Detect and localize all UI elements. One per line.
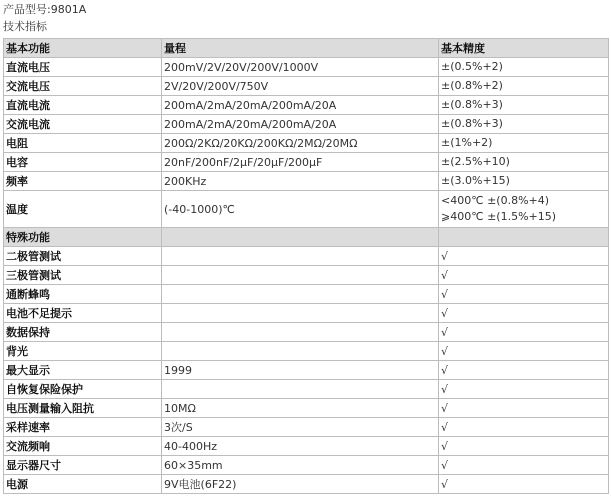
function-name: 交流电压 [4,77,162,96]
function-name: 温度 [4,191,162,228]
feature-name: 最大显示 [4,361,162,380]
accuracy-value [439,191,609,228]
range-value: 200mA/2mA/20mA/200mA/20A [162,96,439,115]
function-name: 交流电流 [4,115,162,134]
range-value: 2V/20V/200V/750V [162,77,439,96]
accuracy-value [439,77,609,96]
accuracy-line: ±(0.8%+3) [441,117,503,130]
feature-name: 电压测量输入阻抗 [4,399,162,418]
feature-name: 背光 [4,342,162,361]
accuracy-value [439,172,609,191]
feature-value [162,342,439,361]
product-model-line: 产品型号:9801A [3,3,87,16]
check-mark: √ [439,285,609,304]
feature-name: 采样速率 [4,418,162,437]
function-name: 电阻 [4,134,162,153]
accuracy-line: ±(0.5%+2) [441,60,503,73]
range-value: 200Ω/2KΩ/20KΩ/200KΩ/2MΩ/20MΩ [162,134,439,153]
special-header-empty [439,228,609,247]
accuracy-value [439,134,609,153]
table-row [4,266,609,285]
spec-table [3,38,609,494]
accuracy-value [439,58,609,77]
check-mark: √ [439,456,609,475]
feature-value [162,247,439,266]
accuracy-value [439,96,609,115]
check-mark: √ [439,399,609,418]
check-mark: √ [439,266,609,285]
header-cell-function: 基本功能 [4,39,162,58]
feature-value: 10MΩ [162,399,439,418]
feature-value: 3次/S [162,418,439,437]
table-row [4,134,609,153]
accuracy-value [439,153,609,172]
header-cell-accuracy: 基本精度 [439,39,609,58]
feature-name: 通断蜂鸣 [4,285,162,304]
special-header-row [4,228,609,247]
check-mark: √ [439,418,609,437]
table-row [4,399,609,418]
accuracy-value [439,115,609,134]
feature-name: 交流频响 [4,437,162,456]
table-row [4,115,609,134]
check-mark: √ [439,247,609,266]
feature-value: 40-400Hz [162,437,439,456]
feature-name: 显示器尺寸 [4,456,162,475]
table-row [4,418,609,437]
feature-value: 60×35mm [162,456,439,475]
table-row [4,247,609,266]
accuracy-line: ⩾400℃ ±(1.5%+15) [441,210,557,223]
table-row [4,323,609,342]
feature-value [162,380,439,399]
feature-value [162,304,439,323]
accuracy-line: ±(3.0%+15) [441,174,510,187]
accuracy-line: ±(0.8%+2) [441,79,503,92]
table-row [4,475,609,494]
header-cell-range: 量程 [162,39,439,58]
special-header-empty [162,228,439,247]
check-mark: √ [439,304,609,323]
feature-name: 三极管测试 [4,266,162,285]
range-value: 200mA/2mA/20mA/200mA/20A [162,115,439,134]
table-row [4,380,609,399]
table-row [4,342,609,361]
range-value: 20nF/200nF/2μF/20μF/200μF [162,153,439,172]
table-row [4,191,609,228]
table-row [4,77,609,96]
special-header-cell: 特殊功能 [4,228,162,247]
range-value: 200KHz [162,172,439,191]
table-row [4,153,609,172]
check-mark: √ [439,437,609,456]
table-row [4,304,609,323]
table-row [4,456,609,475]
range-value: 200mV/2V/20V/200V/1000V [162,58,439,77]
accuracy-line: ±(0.8%+3) [441,98,503,111]
feature-value [162,323,439,342]
accuracy-line: ±(2.5%+10) [441,155,510,168]
feature-name: 自恢复保险保护 [4,380,162,399]
table-row [4,437,609,456]
check-mark: √ [439,361,609,380]
range-value: (-40-1000)℃ [162,191,439,228]
feature-value: 1999 [162,361,439,380]
check-mark: √ [439,475,609,494]
function-name: 直流电流 [4,96,162,115]
table-row [4,96,609,115]
check-mark: √ [439,380,609,399]
basic-header-row [4,39,609,58]
check-mark: √ [439,323,609,342]
function-name: 频率 [4,172,162,191]
table-row [4,172,609,191]
check-mark: √ [439,342,609,361]
feature-name: 电池不足提示 [4,304,162,323]
spec-title: 技术指标 [3,20,47,33]
function-name: 电容 [4,153,162,172]
feature-value [162,285,439,304]
table-row [4,285,609,304]
accuracy-line: ±(1%+2) [441,136,493,149]
table-row [4,361,609,380]
function-name: 直流电压 [4,58,162,77]
feature-name: 数据保持 [4,323,162,342]
feature-value [162,266,439,285]
feature-name: 二极管测试 [4,247,162,266]
table-row [4,58,609,77]
accuracy-line: <400℃ ±(0.8%+4) [441,194,550,207]
feature-value: 9V电池(6F22) [162,475,439,494]
feature-name: 电源 [4,475,162,494]
